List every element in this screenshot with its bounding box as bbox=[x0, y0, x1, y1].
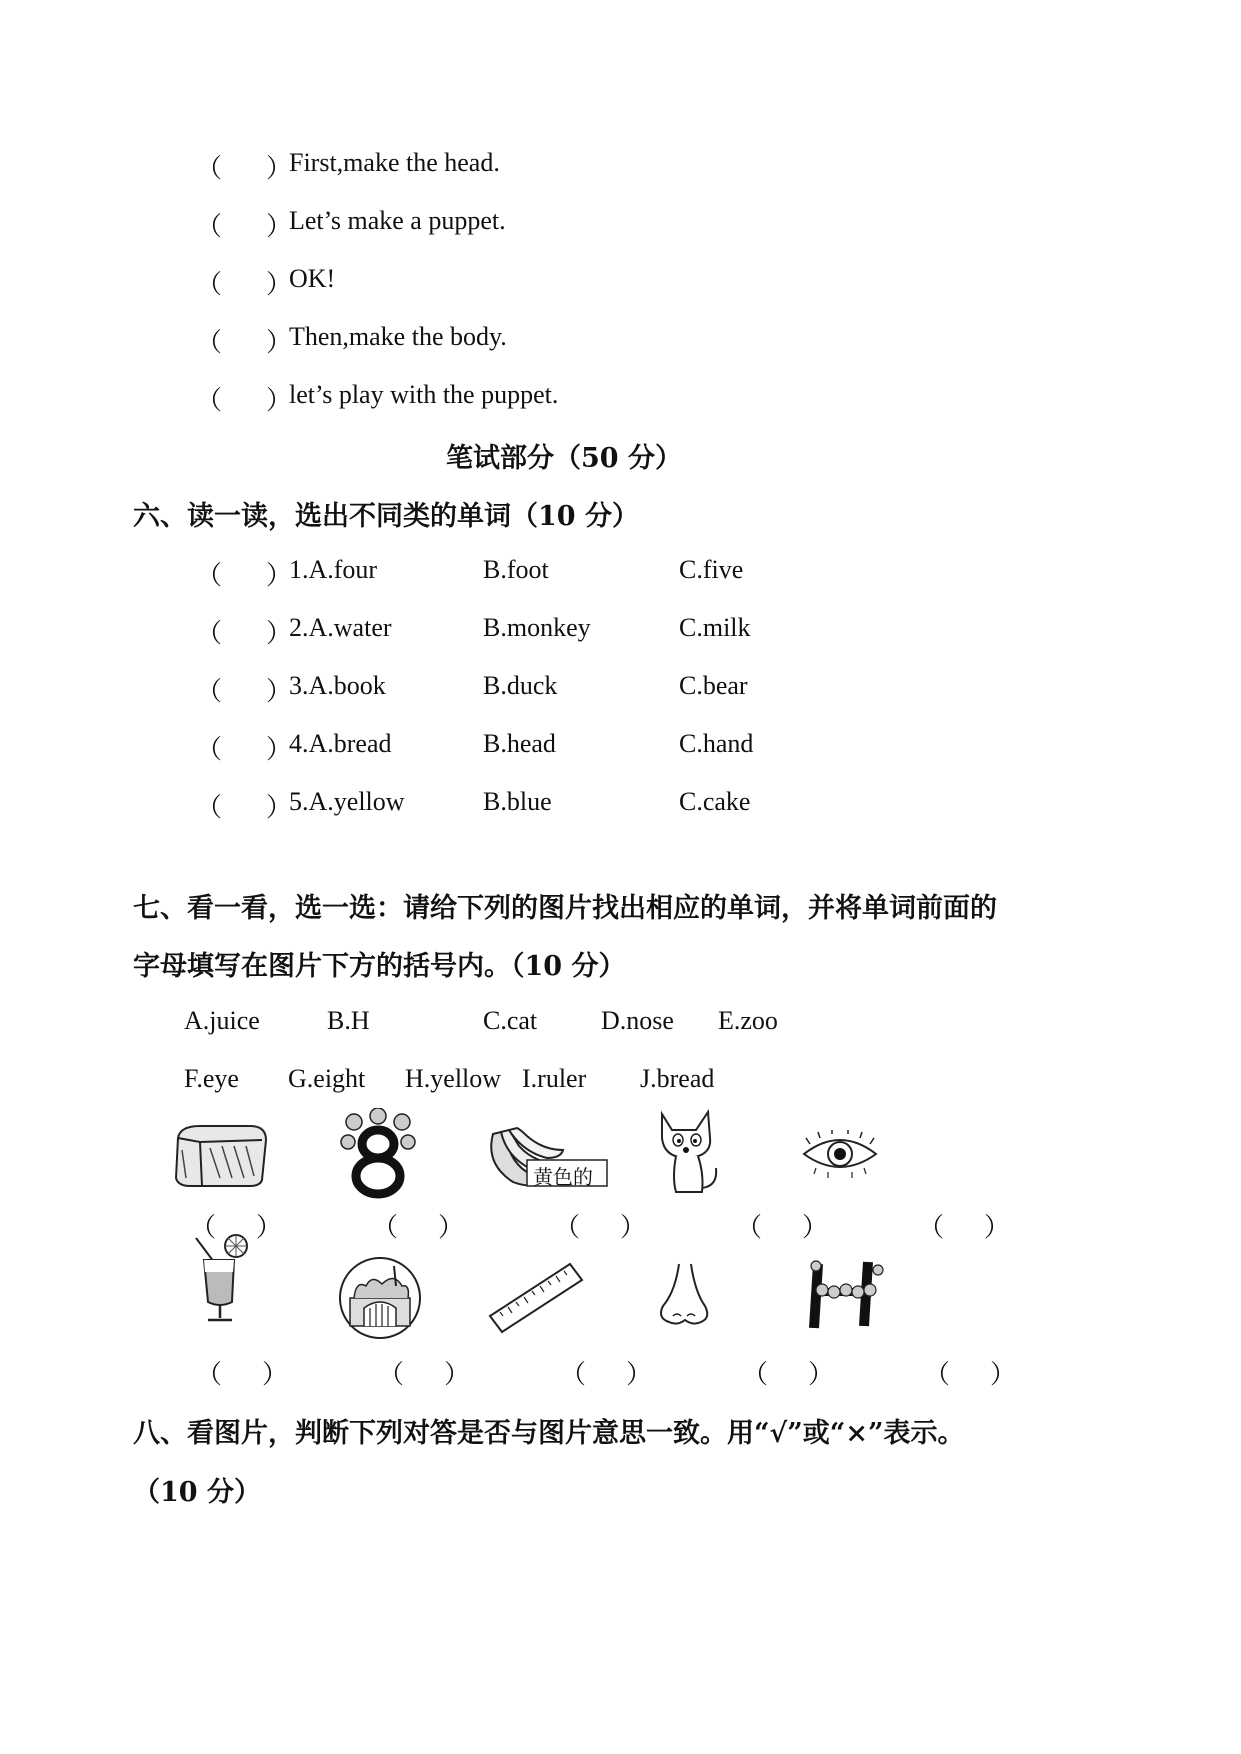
paren-right: ） bbox=[262, 1360, 289, 1389]
paren-right: ） bbox=[444, 1360, 471, 1389]
word-option: J.bread bbox=[640, 1064, 715, 1093]
answer-paren-pic-2[interactable] bbox=[372, 1207, 464, 1244]
paren-right: ） bbox=[266, 735, 293, 764]
option-a: 2.A.water bbox=[289, 613, 392, 642]
word-option: C.cat bbox=[483, 1006, 538, 1035]
answer-paren-pic-3[interactable] bbox=[554, 1207, 646, 1244]
paren-right: ） bbox=[438, 1213, 465, 1242]
section6-title: 六、读一读，选出不同类的单词（10 分） bbox=[133, 501, 639, 532]
ordering-item-3: OK! bbox=[289, 264, 336, 293]
bread-image bbox=[170, 1118, 270, 1190]
paren-left: （ bbox=[378, 1360, 405, 1389]
paren-right: ） bbox=[266, 154, 293, 183]
answer-paren-2[interactable] bbox=[196, 206, 292, 243]
option-a: 4.A.bread bbox=[289, 729, 392, 758]
section7-title-line1: 七、看一看，选一选：请给下列的图片找出相应的单词，并将单词前面的 bbox=[133, 893, 997, 924]
juice-image bbox=[190, 1232, 270, 1324]
paren-right: ） bbox=[266, 328, 293, 357]
ruler-image bbox=[488, 1258, 584, 1336]
paren-left: （ bbox=[372, 1213, 399, 1242]
paren-left: （ bbox=[190, 1213, 217, 1242]
paren-left: （ bbox=[736, 1213, 763, 1242]
paren-left: （ bbox=[196, 677, 223, 706]
paren-right: ） bbox=[256, 1213, 283, 1242]
paren-right: ） bbox=[808, 1360, 835, 1389]
word-option: E.zoo bbox=[718, 1006, 778, 1035]
answer-paren-4[interactable] bbox=[196, 322, 292, 359]
zoo-image bbox=[338, 1256, 422, 1340]
section8-title-line2: （10 分） bbox=[133, 1477, 261, 1508]
paren-right: ） bbox=[990, 1360, 1017, 1389]
section7-title-line2: 字母填写在图片下方的括号内。（10 分） bbox=[133, 951, 626, 982]
paren-left: （ bbox=[196, 561, 223, 590]
written-part-title: 笔试部分（50 分） bbox=[446, 443, 682, 474]
paren-left: （ bbox=[196, 328, 223, 357]
option-c: C.cake bbox=[679, 787, 751, 816]
paren-left: （ bbox=[196, 212, 223, 241]
paren-left: （ bbox=[196, 1360, 223, 1389]
paren-right: ） bbox=[802, 1213, 829, 1242]
option-b: B.head bbox=[483, 729, 556, 758]
word-option: H.yellow bbox=[405, 1064, 502, 1093]
ordering-item-1: First,make the head. bbox=[289, 148, 500, 177]
answer-paren-pic-9[interactable] bbox=[742, 1354, 834, 1391]
paren-right: ） bbox=[266, 619, 293, 648]
word-option: A.juice bbox=[184, 1006, 260, 1035]
answer-paren-pic-5[interactable] bbox=[918, 1207, 1010, 1244]
answer-paren-3[interactable] bbox=[196, 264, 292, 301]
paren-right: ） bbox=[620, 1213, 647, 1242]
banana-label: 黄色的 bbox=[533, 1165, 593, 1189]
eight-image bbox=[340, 1108, 416, 1200]
paren-right: ） bbox=[626, 1360, 653, 1389]
option-c: C.five bbox=[679, 555, 744, 584]
paren-left: （ bbox=[196, 619, 223, 648]
ordering-item-5: let’s play with the puppet. bbox=[289, 380, 559, 409]
paren-left: （ bbox=[196, 154, 223, 183]
ordering-item-2: Let’s make a puppet. bbox=[289, 206, 506, 235]
paren-right: ） bbox=[984, 1213, 1011, 1242]
paren-left: （ bbox=[560, 1360, 587, 1389]
answer-paren-1[interactable] bbox=[196, 148, 292, 185]
option-b: B.foot bbox=[483, 555, 549, 584]
answer-paren-s6-3[interactable] bbox=[196, 671, 292, 708]
word-option: I.ruler bbox=[522, 1064, 587, 1093]
option-c: C.bear bbox=[679, 671, 748, 700]
nose-image bbox=[655, 1262, 713, 1328]
answer-paren-s6-2[interactable] bbox=[196, 613, 292, 650]
paren-left: （ bbox=[554, 1213, 581, 1242]
paren-right: ） bbox=[266, 212, 293, 241]
eye-image bbox=[800, 1130, 880, 1178]
option-a: 5.A.yellow bbox=[289, 787, 405, 816]
paren-left: （ bbox=[196, 270, 223, 299]
paren-right: ） bbox=[266, 386, 293, 415]
paren-left: （ bbox=[196, 735, 223, 764]
cat-image bbox=[652, 1108, 724, 1196]
paren-right: ） bbox=[266, 677, 293, 706]
answer-paren-s6-5[interactable] bbox=[196, 787, 292, 824]
option-b: B.blue bbox=[483, 787, 552, 816]
paren-right: ） bbox=[266, 793, 293, 822]
letter-h-image bbox=[808, 1256, 886, 1332]
answer-paren-pic-8[interactable] bbox=[560, 1354, 652, 1391]
answer-paren-pic-10[interactable] bbox=[924, 1354, 1016, 1391]
word-option: F.eye bbox=[184, 1064, 239, 1093]
answer-paren-s6-4[interactable] bbox=[196, 729, 292, 766]
word-option: B.H bbox=[327, 1006, 370, 1035]
paren-left: （ bbox=[742, 1360, 769, 1389]
section8-title-line1: 八、看图片，判断下列对答是否与图片意思一致。用“√”或“×”表示。 bbox=[133, 1418, 965, 1449]
answer-paren-pic-4[interactable] bbox=[736, 1207, 828, 1244]
paren-right: ） bbox=[266, 561, 293, 590]
paren-left: （ bbox=[196, 793, 223, 822]
answer-paren-pic-6[interactable] bbox=[196, 1354, 288, 1391]
paren-left: （ bbox=[918, 1213, 945, 1242]
option-a: 3.A.book bbox=[289, 671, 386, 700]
answer-paren-s6-1[interactable] bbox=[196, 555, 292, 592]
answer-paren-pic-7[interactable] bbox=[378, 1354, 470, 1391]
option-b: B.monkey bbox=[483, 613, 591, 642]
option-c: C.hand bbox=[679, 729, 754, 758]
paren-left: （ bbox=[196, 386, 223, 415]
banana-image bbox=[483, 1124, 611, 1190]
option-c: C.milk bbox=[679, 613, 751, 642]
paren-right: ） bbox=[266, 270, 293, 299]
option-a: 1.A.four bbox=[289, 555, 378, 584]
option-b: B.duck bbox=[483, 671, 558, 700]
word-option: D.nose bbox=[601, 1006, 674, 1035]
answer-paren-5[interactable] bbox=[196, 380, 292, 417]
ordering-item-4: Then,make the body. bbox=[289, 322, 507, 351]
word-option: G.eight bbox=[288, 1064, 366, 1093]
paren-left: （ bbox=[924, 1360, 951, 1389]
